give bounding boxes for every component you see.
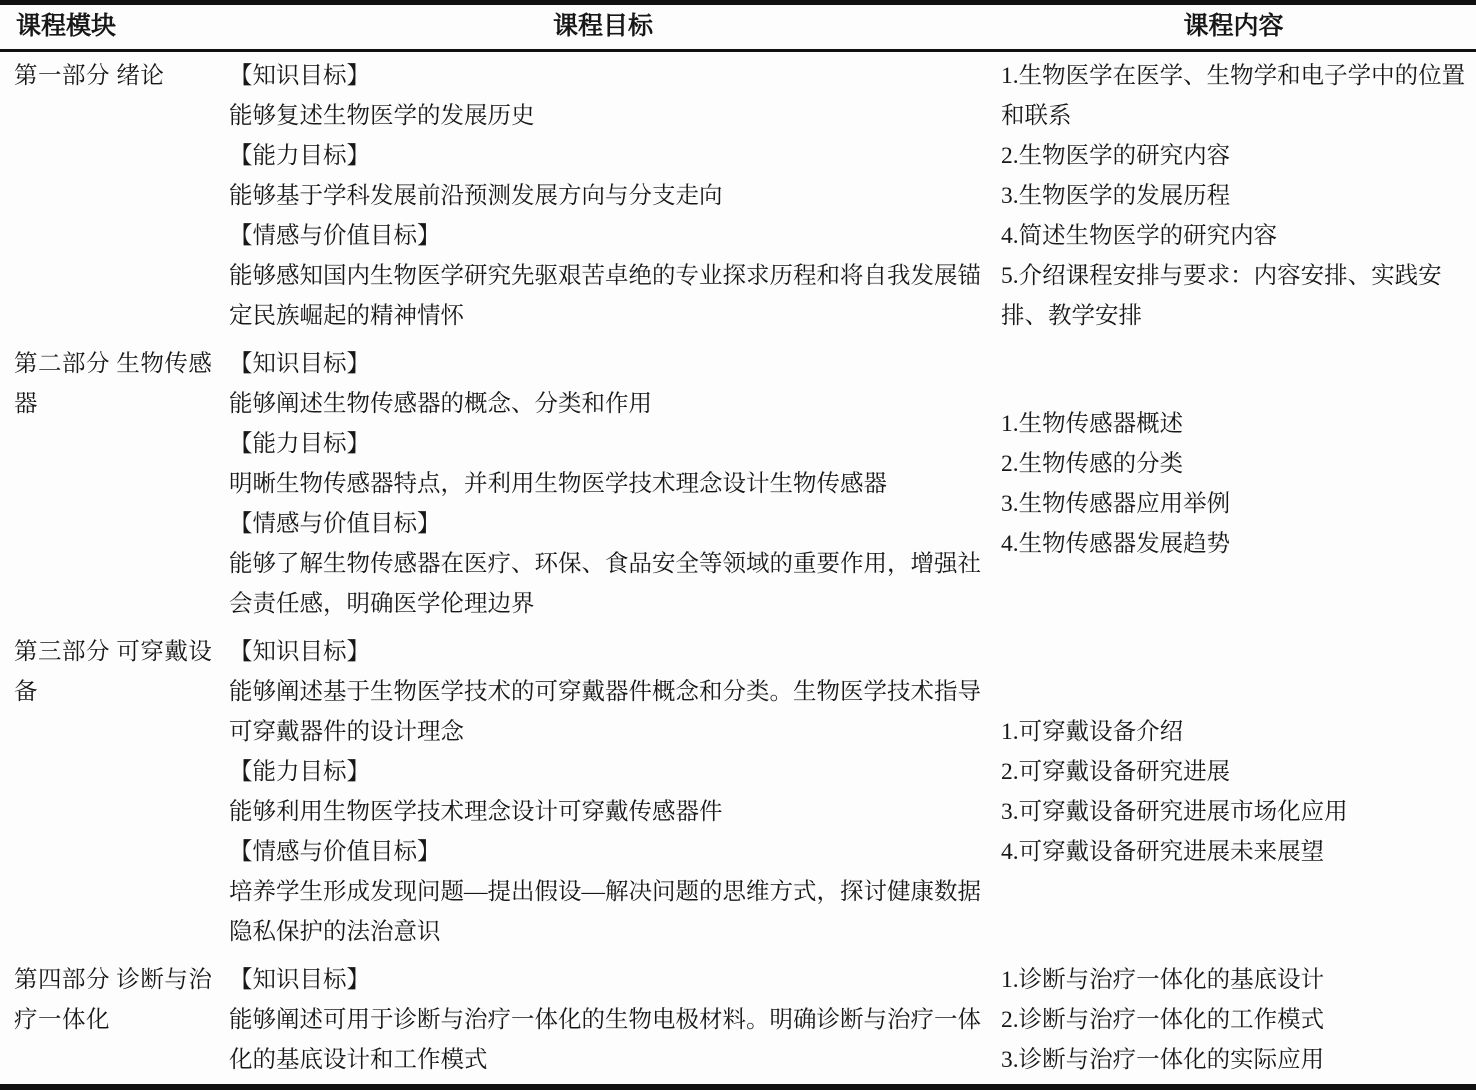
objective-line: 【情感与价值目标】 (229, 511, 441, 537)
module-label: 第四部分 诊断与治疗一体化 (14, 967, 213, 1033)
header-course-goal: 课程目标 (215, 3, 991, 51)
objectives-cell (215, 51, 991, 341)
content-item: 4.可穿戴设备研究进展未来展望 (1001, 839, 1325, 865)
table-body (0, 51, 1476, 1088)
objective-line: 【能力目标】 (229, 431, 370, 457)
objective-line: 能够阐述可用于诊断与治疗一体化的生物电极材料。明确诊断与治疗一体化的基底设计和工作模式 (229, 1007, 981, 1073)
content-item: 5.介绍课程安排与要求：内容安排、实践安排、教学安排 (1001, 263, 1442, 329)
table-row (0, 956, 1476, 1087)
content-item: 4.生物传感器发展趋势 (1001, 531, 1231, 557)
objective-line: 能够阐述基于生物医学技术的可穿戴器件概念和分类。生物医学技术指导可穿戴器件的设计理念 (229, 679, 981, 745)
module-cell (0, 956, 215, 1087)
objectives-cell (215, 628, 991, 956)
module-cell (0, 628, 215, 956)
content-item: 2.生物传感的分类 (1001, 451, 1184, 477)
contents-cell (991, 956, 1476, 1087)
objectives-cell (215, 956, 991, 1087)
objective-line: 【情感与价值目标】 (229, 223, 441, 249)
objective-line: 【知识目标】 (229, 351, 370, 377)
objective-line: 能够了解生物传感器在医疗、环保、食品安全等领域的重要作用，增强社会责任感，明确医学伦理边界 (229, 551, 981, 617)
content-item: 2.诊断与治疗一体化的工作模式 (1001, 1007, 1325, 1033)
table-row (0, 51, 1476, 341)
objective-line: 【知识目标】 (229, 639, 370, 665)
objective-line: 培养学生形成发现问题—提出假设—解决问题的思维方式，探讨健康数据隐私保护的法治意识 (229, 879, 981, 945)
objective-line: 【知识目标】 (229, 63, 370, 89)
content-item: 1.生物传感器概述 (1001, 411, 1184, 437)
objective-line: 能够基于学科发展前沿预测发展方向与分支走向 (229, 183, 723, 209)
content-item: 4.简述生物医学的研究内容 (1001, 223, 1278, 249)
objective-line: 能够阐述生物传感器的概念、分类和作用 (229, 391, 652, 417)
contents-cell (991, 51, 1476, 341)
module-label: 第三部分 可穿戴设备 (14, 639, 213, 705)
objective-line: 【能力目标】 (229, 143, 370, 169)
objective-line: 【能力目标】 (229, 759, 370, 785)
objective-line: 能够利用生物医学技术理念设计可穿戴传感器件 (229, 799, 723, 825)
table-header (0, 3, 1476, 51)
content-item: 3.可穿戴设备研究进展市场化应用 (1001, 799, 1348, 825)
content-item: 1.生物医学在医学、生物学和电子学中的位置和联系 (1001, 63, 1466, 129)
content-item: 2.生物医学的研究内容 (1001, 143, 1231, 169)
header-course-content: 课程内容 (991, 3, 1476, 51)
content-item: 3.诊断与治疗一体化的实际应用 (1001, 1047, 1325, 1073)
objectives-cell (215, 340, 991, 628)
objective-line: 【知识目标】 (229, 967, 370, 993)
content-item: 1.诊断与治疗一体化的基底设计 (1001, 967, 1325, 993)
objective-line: 明晰生物传感器特点，并利用生物医学技术理念设计生物传感器 (229, 471, 887, 497)
objective-line: 【情感与价值目标】 (229, 839, 441, 865)
table-row (0, 628, 1476, 956)
table-row (0, 340, 1476, 628)
content-item: 1.可穿戴设备介绍 (1001, 719, 1184, 745)
content-item: 2.可穿戴设备研究进展 (1001, 759, 1231, 785)
content-item: 3.生物医学的发展历程 (1001, 183, 1231, 209)
contents-cell (991, 340, 1476, 628)
content-item: 3.生物传感器应用举例 (1001, 491, 1231, 517)
header-course-module: 课程模块 (0, 3, 215, 51)
contents-cell (991, 628, 1476, 956)
module-label: 第一部分 绪论 (14, 63, 165, 89)
objective-line: 能够感知国内生物医学研究先驱艰苦卓绝的专业探求历程和将自我发展锚定民族崛起的精神情怀 (229, 263, 981, 329)
module-label: 第二部分 生物传感器 (14, 351, 213, 417)
module-cell (0, 51, 215, 341)
objective-line: 能够复述生物医学的发展历史 (229, 103, 535, 129)
module-cell (0, 340, 215, 628)
